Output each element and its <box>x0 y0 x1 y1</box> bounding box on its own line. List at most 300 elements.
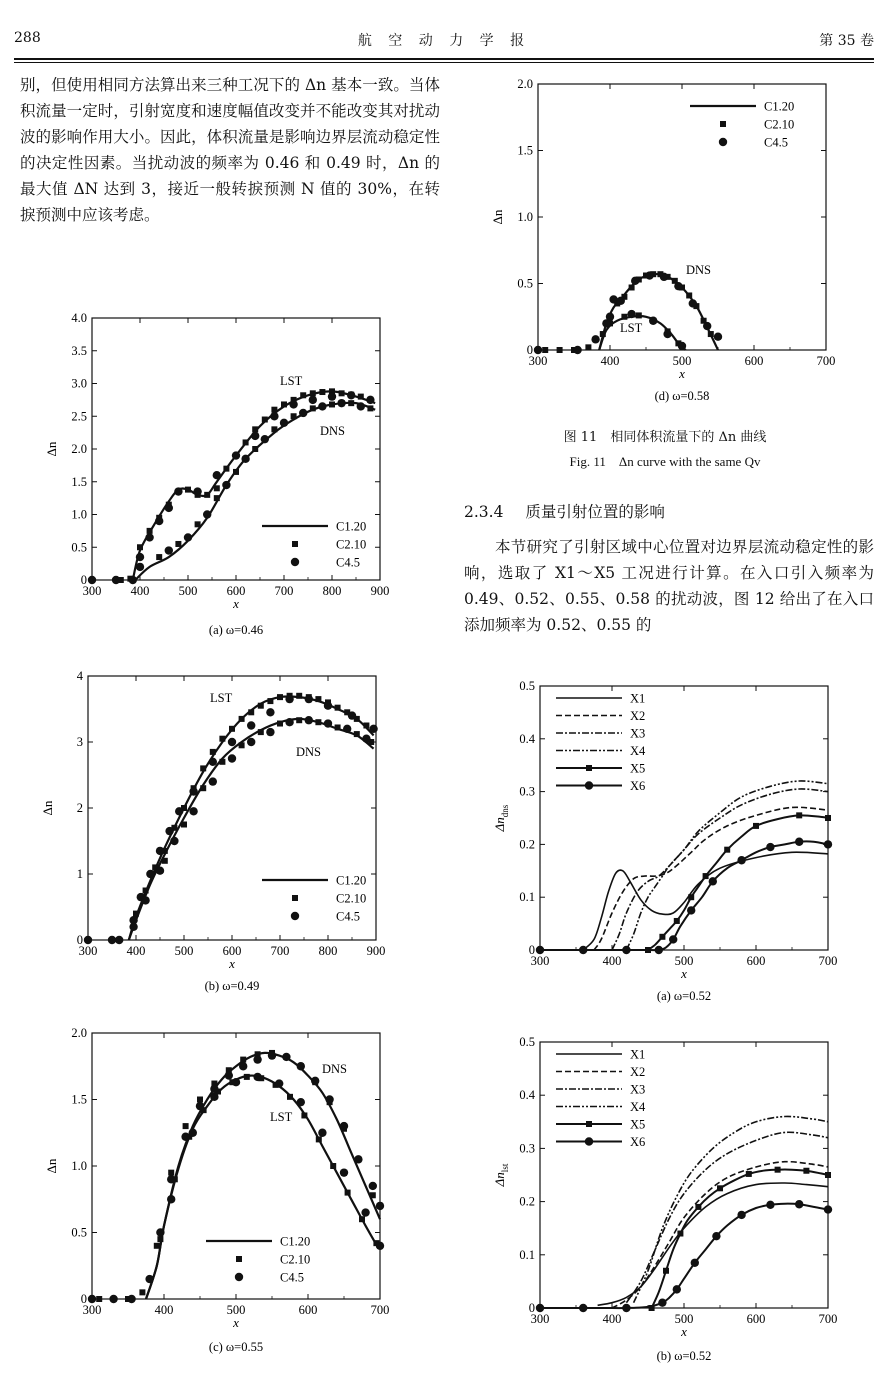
y-tick-label: 0.2 <box>519 837 535 852</box>
legend-swatch <box>236 1256 242 1262</box>
legend-label: X5 <box>630 761 646 776</box>
series-line <box>146 1076 379 1299</box>
data-point <box>359 1216 365 1222</box>
x-tick-label: 300 <box>82 584 102 598</box>
data-point <box>542 347 548 353</box>
left-paragraph-text: 别，但使用相同方法算出来三种工况下的 Δn 基本一致。当体积流量一定时，引射宽度和速度幅值改变并不能改变其对扰动波的影响作用大小。因此，体积流量是影响边界层流动稳定性的决定性因素。当扰动波的频率为 0.46 和 0.49 时，Δn 的最大值 ΔN 达到 3，接近一般转捩预测 N 值的 30%，在转捩预测中应该考虑。 <box>20 76 440 224</box>
data-point <box>154 1243 160 1249</box>
data-point <box>591 335 599 343</box>
data-point <box>287 1094 293 1100</box>
plot-frame <box>88 676 376 940</box>
data-point <box>275 1079 283 1087</box>
data-point <box>367 405 373 411</box>
y-tick-label: 2.0 <box>517 77 533 91</box>
data-point <box>233 469 239 475</box>
x-tick-label: 600 <box>222 944 242 958</box>
y-tick-label: 0.5 <box>519 679 535 693</box>
data-point <box>145 533 153 541</box>
x-tick-label: 400 <box>600 354 620 368</box>
data-point <box>319 389 325 395</box>
data-point <box>687 906 695 914</box>
data-point <box>170 837 178 845</box>
data-point <box>137 544 143 550</box>
y-tick-label: 0 <box>80 1292 87 1306</box>
data-point <box>627 310 635 318</box>
legend-label: C1.20 <box>764 99 795 114</box>
y-axis-label <box>492 1163 510 1187</box>
data-point <box>266 728 274 736</box>
x-tick-label: 400 <box>602 1312 622 1326</box>
data-point <box>686 292 692 298</box>
series-C2.10 <box>96 1050 379 1302</box>
data-point <box>270 412 278 420</box>
data-point <box>175 807 183 815</box>
y-tick-label: 2.5 <box>71 409 87 424</box>
y-axis-label: Δn <box>40 800 55 816</box>
data-point <box>795 1200 803 1208</box>
x-tick-label: 400 <box>126 944 146 958</box>
y-tick-label: 0.3 <box>519 784 535 799</box>
subfigure-caption: (b) ω=0.52 <box>656 1349 712 1363</box>
data-point <box>825 1172 831 1178</box>
x-tick-label: 300 <box>528 354 548 368</box>
legend-label: C2.10 <box>764 117 795 132</box>
legend-label: X4 <box>630 744 646 758</box>
data-point <box>803 1168 809 1174</box>
data-point <box>299 409 307 417</box>
x-tick-label: 800 <box>318 944 338 958</box>
y-axis-label: Δn <box>44 1158 59 1174</box>
legend <box>262 874 366 924</box>
chart-dns-omega-052 <box>480 678 860 1018</box>
chart-svg <box>480 76 860 416</box>
data-point <box>324 702 332 710</box>
data-point <box>766 1201 774 1209</box>
data-point <box>203 510 211 518</box>
curve-annotation: LST <box>620 321 643 335</box>
data-point <box>335 724 341 730</box>
data-point <box>573 346 581 354</box>
legend <box>556 1048 646 1150</box>
data-point <box>204 492 210 498</box>
legend-label: C2.10 <box>336 537 367 552</box>
legend-label: C4.5 <box>764 135 788 150</box>
data-point <box>143 888 149 894</box>
series-line <box>129 719 374 940</box>
curve-annotation: LST <box>280 374 303 388</box>
series-C4.5 <box>88 391 375 584</box>
data-point <box>223 466 229 472</box>
legend-label: X6 <box>630 1135 646 1149</box>
x-tick-label: 600 <box>298 1303 318 1317</box>
data-point <box>271 426 277 432</box>
legend-label: X2 <box>630 709 646 723</box>
plot-frame <box>540 1042 828 1308</box>
data-point <box>133 911 139 917</box>
chart-svg <box>30 1025 400 1365</box>
data-point <box>669 935 677 943</box>
x-tick-label: 700 <box>270 944 290 958</box>
legend <box>690 100 794 150</box>
series-C4.5 <box>534 271 722 354</box>
data-point <box>200 765 206 771</box>
data-point <box>252 426 258 432</box>
x-tick-label: 600 <box>226 584 246 598</box>
y-tick-label: 2.0 <box>71 442 87 456</box>
legend <box>262 520 366 570</box>
subfigure-caption: (a) ω=0.46 <box>208 623 264 637</box>
data-point <box>659 934 665 940</box>
chart-omega-046 <box>30 310 400 650</box>
legend-marker <box>585 781 593 789</box>
data-point <box>189 787 197 795</box>
data-point <box>362 735 370 743</box>
legend-label: C4.5 <box>336 909 360 924</box>
y-axis-label-sub: lst <box>500 1163 510 1173</box>
data-point <box>354 731 360 737</box>
data-point <box>357 402 365 410</box>
data-point <box>156 554 162 560</box>
x-tick-label: 300 <box>530 1312 550 1326</box>
y-axis-label-main: Δn <box>492 817 507 832</box>
data-point <box>703 873 709 879</box>
data-point <box>239 742 245 748</box>
y-tick-label: 0.5 <box>517 276 533 291</box>
data-point <box>108 936 116 944</box>
y-tick-label: 1.5 <box>71 1092 87 1107</box>
data-point <box>376 1242 384 1250</box>
data-point <box>695 1204 701 1210</box>
legend-swatch <box>719 138 727 146</box>
data-point <box>691 1259 699 1267</box>
data-point <box>579 946 587 954</box>
data-point <box>673 1285 681 1293</box>
data-point <box>115 936 123 944</box>
legend-label: C4.5 <box>280 1270 304 1285</box>
data-point <box>268 1051 276 1059</box>
x-axis-label: x <box>681 966 687 981</box>
data-point <box>712 1232 720 1240</box>
data-point <box>165 827 173 835</box>
data-point <box>291 413 297 419</box>
y-tick-label: 0 <box>76 933 83 947</box>
series-line <box>540 1204 828 1308</box>
x-axis-label: x <box>229 956 235 971</box>
data-point <box>258 703 264 709</box>
y-tick-label: 0.1 <box>519 890 535 905</box>
page-header <box>14 30 874 52</box>
data-point <box>649 317 657 325</box>
legend-marker <box>586 765 592 771</box>
y-tick-label: 3.5 <box>71 343 87 358</box>
subfigure-caption: (d) ω=0.58 <box>654 389 710 403</box>
x-tick-label: 300 <box>530 954 550 968</box>
y-tick-label: 3.0 <box>71 376 87 391</box>
x-tick-label: 500 <box>674 1312 694 1326</box>
data-point <box>330 1163 336 1169</box>
data-point <box>213 471 221 479</box>
legend-marker <box>586 1121 592 1127</box>
subfigure-caption: (c) ω=0.55 <box>208 1340 264 1354</box>
data-point <box>175 541 181 547</box>
curve-annotation: DNS <box>296 745 322 759</box>
legend-label: X3 <box>630 726 646 741</box>
data-point <box>271 407 277 413</box>
data-point <box>345 1190 351 1196</box>
data-point <box>339 390 345 396</box>
data-point <box>251 432 259 440</box>
data-point <box>663 330 671 338</box>
data-point <box>708 331 714 337</box>
legend-swatch <box>292 541 298 547</box>
x-tick-label: 300 <box>82 1303 102 1317</box>
legend-label: X5 <box>630 1117 646 1132</box>
data-point <box>195 521 201 527</box>
data-point <box>168 1170 174 1176</box>
page-number: 288 <box>14 30 41 46</box>
data-point <box>709 877 717 885</box>
y-tick-label: 1.0 <box>71 507 87 522</box>
section-title: 质量引射位置的影响 <box>525 503 665 521</box>
chart-svg <box>30 310 400 650</box>
y-tick-label: 4.0 <box>71 311 87 325</box>
data-point <box>174 487 182 495</box>
chart-omega-055 <box>30 1025 400 1365</box>
data-point <box>222 481 230 489</box>
x-tick-label: 500 <box>226 1303 246 1317</box>
subfigure-caption: (b) ω=0.49 <box>204 979 260 993</box>
data-point <box>247 738 255 746</box>
x-tick-label: 500 <box>674 954 694 968</box>
data-point <box>210 1093 218 1101</box>
x-tick-label: 800 <box>322 584 342 598</box>
y-tick-label: 0.1 <box>519 1247 535 1262</box>
data-point <box>337 399 345 407</box>
y-tick-label: 1.5 <box>517 143 533 158</box>
data-point <box>325 1095 333 1103</box>
y-tick-label: 4 <box>76 669 83 683</box>
y-tick-label: 0 <box>528 943 535 957</box>
data-point <box>689 299 697 307</box>
data-point <box>156 847 164 855</box>
data-point <box>281 401 287 407</box>
data-point <box>297 1062 305 1070</box>
data-point <box>109 1295 117 1303</box>
legend-marker <box>585 1137 593 1145</box>
data-point <box>609 295 617 303</box>
figure-11-caption <box>470 426 860 470</box>
data-point <box>282 1053 290 1061</box>
data-point <box>210 749 216 755</box>
data-point <box>536 946 544 954</box>
data-point <box>631 277 639 285</box>
data-point <box>228 738 236 746</box>
data-point <box>129 923 137 931</box>
x-tick-label: 600 <box>744 354 764 368</box>
x-axis-label: x <box>233 1315 239 1330</box>
legend-swatch <box>235 1273 243 1281</box>
data-point <box>369 725 377 733</box>
chart-lst-omega-052 <box>480 1034 860 1374</box>
data-point <box>112 576 120 584</box>
y-axis-label: Δn <box>44 441 59 457</box>
data-point <box>536 1304 544 1312</box>
data-point <box>167 1195 175 1203</box>
x-tick-label: 900 <box>366 944 386 958</box>
figure-11-caption-en: Fig. 11 Δn curve with the same Qv <box>569 454 761 469</box>
data-point <box>324 719 332 727</box>
data-point <box>183 1123 189 1129</box>
data-point <box>253 1055 261 1063</box>
data-point <box>156 1228 164 1236</box>
data-point <box>146 870 154 878</box>
y-tick-label: 1.0 <box>71 1159 87 1173</box>
data-point <box>311 1077 319 1085</box>
data-point <box>162 858 168 864</box>
data-point <box>225 1071 233 1079</box>
data-point <box>258 729 264 735</box>
data-point <box>329 401 335 407</box>
legend-label: X1 <box>630 1047 646 1062</box>
data-point <box>645 271 653 279</box>
data-point <box>232 1078 240 1086</box>
chart-svg <box>30 668 400 1008</box>
data-point <box>361 1208 369 1216</box>
data-point <box>305 695 313 703</box>
x-tick-label: 600 <box>746 954 766 968</box>
data-point <box>219 736 225 742</box>
data-point <box>658 1298 666 1306</box>
data-point <box>655 946 663 954</box>
data-point <box>228 754 236 762</box>
subfigure-caption: (a) ω=0.52 <box>656 989 712 1003</box>
data-point <box>366 396 374 404</box>
y-tick-label: 0.5 <box>71 1225 87 1240</box>
data-point <box>746 1171 752 1177</box>
legend <box>206 1235 310 1285</box>
chart-svg <box>480 1034 860 1374</box>
data-point <box>796 812 802 818</box>
figure-11-caption-cn: 图 11 相同体积流量下的 Δn 曲线 <box>563 430 767 445</box>
data-point <box>189 1129 197 1137</box>
y-tick-label: 0.3 <box>519 1141 535 1156</box>
data-point <box>766 843 774 851</box>
series-C1.20 <box>599 274 718 350</box>
legend-label: X6 <box>630 779 646 793</box>
data-point <box>277 721 283 727</box>
data-point <box>88 1295 96 1303</box>
legend-label: X4 <box>630 1100 646 1114</box>
data-point <box>145 1275 153 1283</box>
data-point <box>240 1057 246 1063</box>
data-point <box>724 847 730 853</box>
right-paragraph <box>464 534 874 638</box>
curve-annotation: LST <box>270 1110 293 1124</box>
legend-label: C1.20 <box>280 1234 311 1249</box>
data-point <box>229 726 235 732</box>
data-point <box>354 1155 362 1163</box>
data-point <box>185 487 191 493</box>
data-point <box>370 1192 376 1198</box>
data-point <box>247 721 255 729</box>
x-tick-label: 700 <box>816 354 836 368</box>
data-point <box>167 1175 175 1183</box>
data-point <box>136 563 144 571</box>
data-point <box>328 392 336 400</box>
data-point <box>84 936 92 944</box>
y-tick-label: 0.2 <box>519 1194 535 1209</box>
x-tick-label: 900 <box>370 584 390 598</box>
x-tick-label: 500 <box>174 944 194 958</box>
series-line <box>598 1183 828 1305</box>
data-point <box>534 346 542 354</box>
data-point <box>261 435 269 443</box>
data-point <box>663 1268 669 1274</box>
data-point <box>214 495 220 501</box>
x-tick-label: 700 <box>274 584 294 598</box>
data-point <box>677 1231 683 1237</box>
data-point <box>310 390 316 396</box>
legend-swatch <box>291 912 299 920</box>
data-point <box>253 1073 261 1081</box>
section-heading <box>464 500 665 522</box>
series-line <box>626 1132 828 1302</box>
series-X5 <box>645 812 831 953</box>
data-point <box>347 391 355 399</box>
data-point <box>674 282 682 290</box>
x-tick-label: 700 <box>370 1303 390 1317</box>
data-point <box>622 946 630 954</box>
x-axis-label: x <box>681 1324 687 1339</box>
data-point <box>318 1129 326 1137</box>
legend-label: C1.20 <box>336 519 367 534</box>
y-tick-label: 0.5 <box>71 540 87 555</box>
data-point <box>629 284 635 290</box>
data-point <box>557 347 563 353</box>
data-point <box>714 333 722 341</box>
data-point <box>703 322 711 330</box>
y-tick-label: 1.5 <box>71 474 87 489</box>
data-point <box>579 1304 587 1312</box>
series-X6 <box>536 838 832 955</box>
data-point <box>252 446 258 452</box>
data-point <box>717 1185 723 1191</box>
chart-omega-058 <box>480 76 860 416</box>
series-line <box>634 1116 828 1302</box>
x-tick-label: 500 <box>672 354 692 368</box>
data-point <box>127 1295 135 1303</box>
data-point <box>196 1102 204 1110</box>
data-point <box>277 694 283 700</box>
data-point <box>621 314 627 320</box>
data-point <box>606 313 614 321</box>
data-point <box>129 576 137 584</box>
data-point <box>315 696 321 702</box>
data-point <box>824 840 832 848</box>
data-point <box>96 1296 102 1302</box>
data-point <box>214 485 220 491</box>
header-rule-thin <box>14 62 874 63</box>
x-axis-label: x <box>679 366 685 381</box>
chart-omega-049 <box>30 668 400 1008</box>
series-line <box>648 815 828 950</box>
data-point <box>316 1136 322 1142</box>
data-point <box>197 1097 203 1103</box>
y-axis-label <box>492 804 510 832</box>
data-point <box>622 1304 630 1312</box>
x-tick-label: 700 <box>818 1312 838 1326</box>
x-tick-label: 400 <box>130 584 150 598</box>
